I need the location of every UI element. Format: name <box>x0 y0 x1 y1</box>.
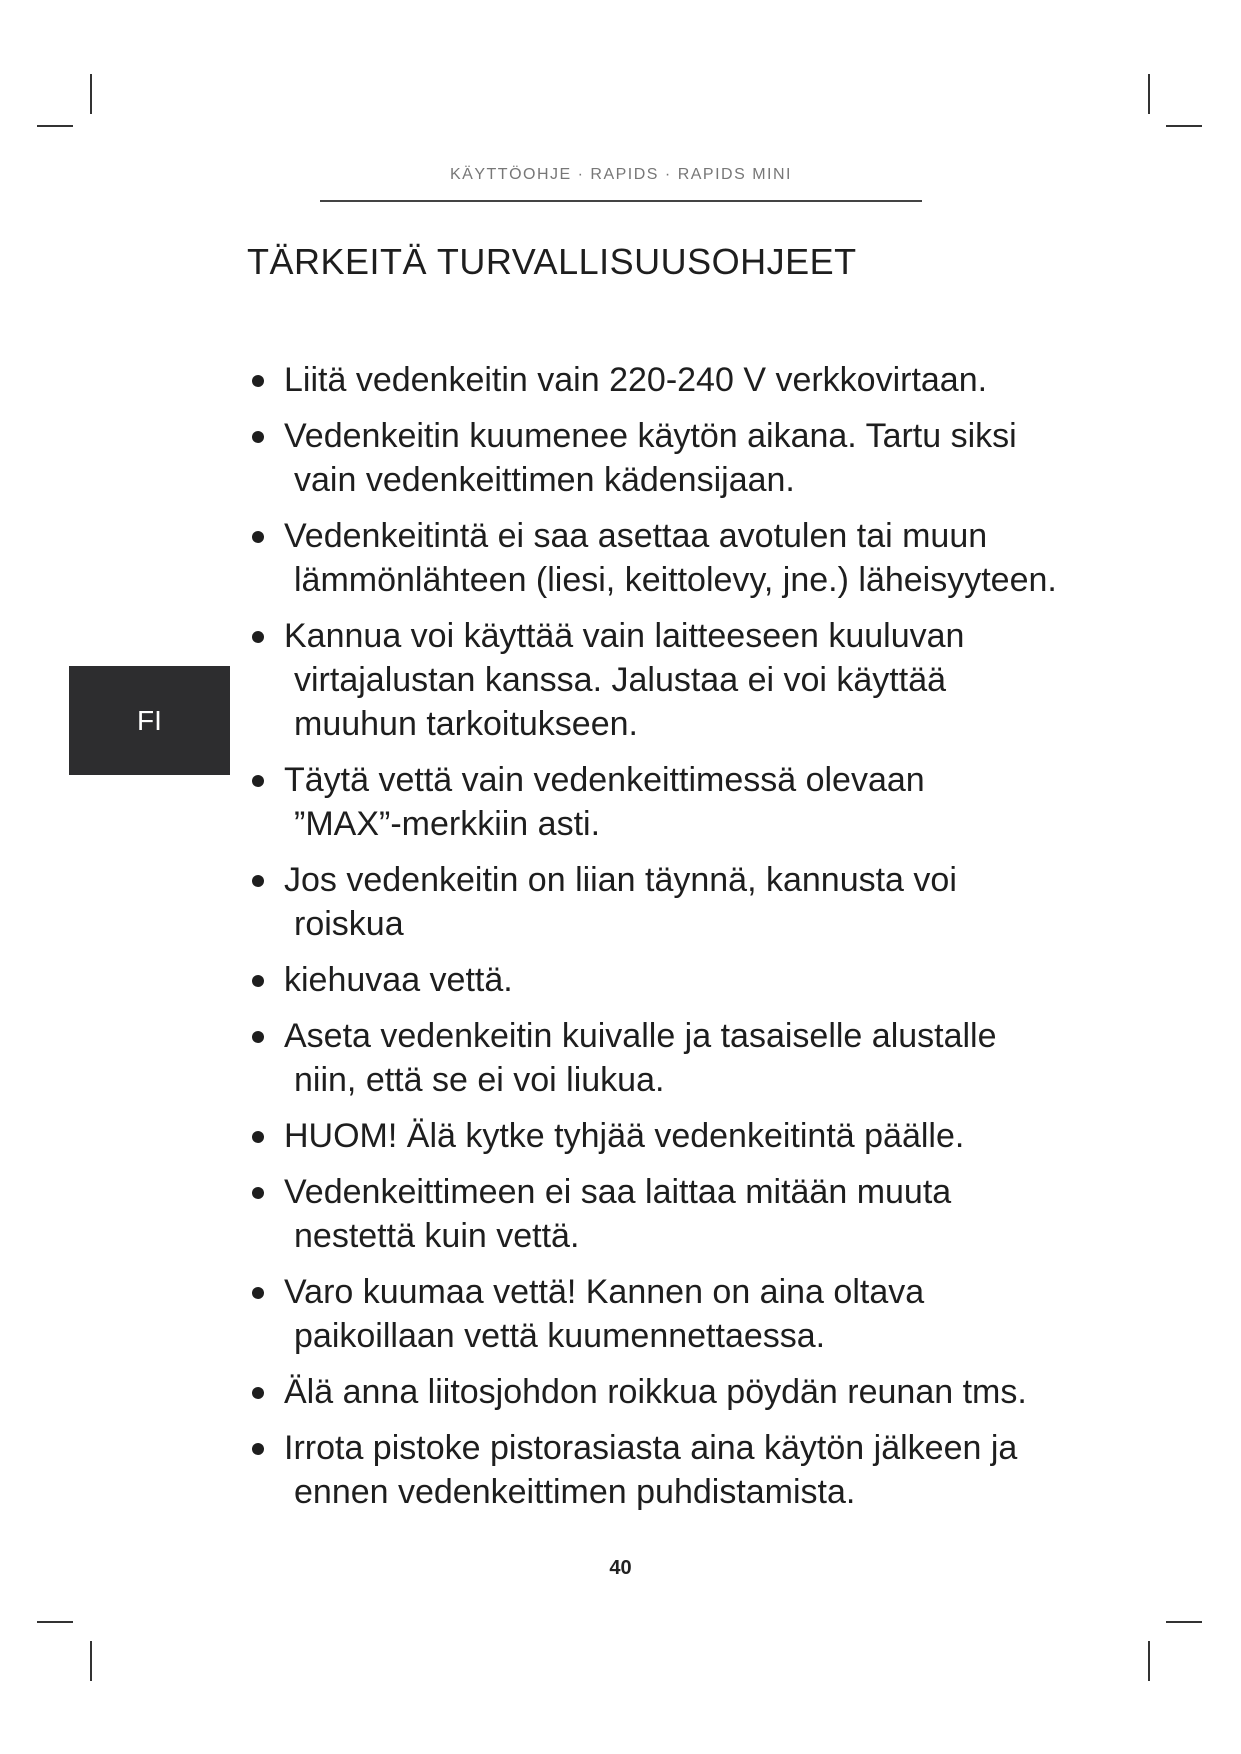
language-tab-label: FI <box>137 704 162 736</box>
bullet-dot-icon <box>252 1187 264 1199</box>
crop-mark-top-left-vertical <box>90 74 92 114</box>
list-item-text-line: Vedenkeittimeen ei saa laittaa mitään muuta <box>284 1173 952 1211</box>
list-item <box>249 1270 1109 1358</box>
list-item <box>249 958 1109 1002</box>
bullet-dot-icon <box>252 531 264 543</box>
header-rule <box>320 200 922 202</box>
list-item-text-line: HUOM! Älä kytke tyhjää vedenkeitintä päälle. <box>284 1117 965 1155</box>
language-tab <box>69 666 230 775</box>
list-item <box>249 414 1109 502</box>
crop-mark-bottom-left-horizontal <box>37 1621 73 1623</box>
bullet-dot-icon <box>252 975 264 987</box>
list-item-text-line: nestettä kuin vettä. <box>294 1217 580 1255</box>
list-item <box>249 1170 1109 1258</box>
list-item-text-line: Aseta vedenkeitin kuivalle ja tasaiselle alustalle <box>284 1017 997 1055</box>
crop-mark-top-left-horizontal <box>37 125 73 127</box>
list-item <box>249 1426 1109 1514</box>
list-item-text-line: Älä anna liitosjohdon roikkua pöydän reunan tms. <box>284 1373 1027 1411</box>
crop-mark-top-right-horizontal <box>1166 125 1202 127</box>
list-item-text-line: Irrota pistoke pistorasiasta aina käytön jälkeen ja <box>284 1429 1018 1467</box>
list-item-text-line: Varo kuumaa vettä! Kannen on aina oltava <box>284 1273 925 1311</box>
bullet-dot-icon <box>252 431 264 443</box>
list-item-text-line: vain vedenkeittimen kädensijaan. <box>294 461 795 499</box>
bullet-dot-icon <box>252 1387 264 1399</box>
list-item-text-line: paikoillaan vettä kuumennettaessa. <box>294 1317 826 1355</box>
crop-mark-bottom-right-vertical <box>1148 1641 1150 1681</box>
list-item <box>249 1370 1109 1414</box>
list-item <box>249 514 1109 602</box>
crop-mark-bottom-right-horizontal <box>1166 1621 1202 1623</box>
list-item-text-line: muuhun tarkoitukseen. <box>294 705 638 743</box>
list-item <box>249 1114 1109 1158</box>
bullet-dot-icon <box>252 1031 264 1043</box>
list-item <box>249 358 1109 402</box>
bullet-dot-icon <box>252 631 264 643</box>
running-header: KÄYTTÖOHJE · RAPIDS · RAPIDS MINI <box>450 166 792 183</box>
crop-mark-top-right-vertical <box>1148 74 1150 114</box>
safety-instructions-list <box>249 358 1109 1526</box>
list-item-text-line: ennen vedenkeittimen puhdistamista. <box>294 1473 856 1511</box>
bullet-dot-icon <box>252 1287 264 1299</box>
bullet-dot-icon <box>252 375 264 387</box>
bullet-dot-icon <box>252 1443 264 1455</box>
list-item-text-line: Vedenkeitintä ei saa asettaa avotulen tai muun <box>284 517 988 555</box>
list-item <box>249 614 1109 746</box>
list-item <box>249 1014 1109 1102</box>
bullet-dot-icon <box>252 1131 264 1143</box>
crop-mark-bottom-left-vertical <box>90 1641 92 1681</box>
list-item-text-line: virtajalustan kanssa. Jalustaa ei voi käyttää <box>294 661 947 699</box>
page-title: TÄRKEITÄ TURVALLISUUSOHJEET <box>247 241 857 282</box>
bullet-dot-icon <box>252 875 264 887</box>
list-item-text-line: Liitä vedenkeitin vain 220-240 V verkkovirtaan. <box>284 361 988 399</box>
list-item-text-line: niin, että se ei voi liukua. <box>294 1061 665 1099</box>
bullet-dot-icon <box>252 775 264 787</box>
list-item-text-line: Kannua voi käyttää vain laitteeseen kuuluvan <box>284 617 965 655</box>
page-number: 40 <box>609 1557 632 1579</box>
list-item-text-line: Täytä vettä vain vedenkeittimessä olevaan <box>284 761 925 799</box>
list-item-text-line: kiehuvaa vettä. <box>284 961 513 999</box>
list-item-text-line: lämmönlähteen (liesi, keittolevy, jne.) läheisyyteen. <box>294 561 1057 599</box>
list-item <box>249 858 1109 946</box>
list-item-text-line: ”MAX”-merkkiin asti. <box>294 805 601 843</box>
list-item <box>249 758 1109 846</box>
list-item-text-line: Jos vedenkeitin on liian täynnä, kannusta voi <box>284 861 957 899</box>
list-item-text-line: Vedenkeitin kuumenee käytön aikana. Tartu siksi <box>284 417 1017 455</box>
list-item-text-line: roiskua <box>294 905 404 943</box>
